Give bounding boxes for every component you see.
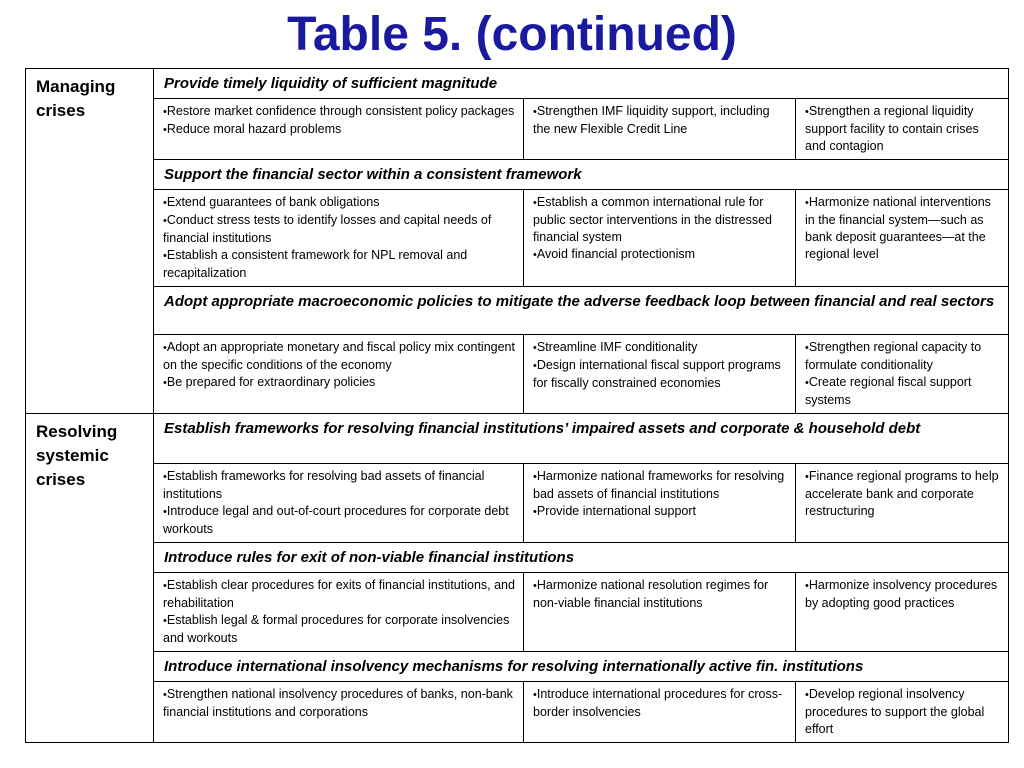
policy-table	[25, 68, 1009, 743]
international-measures-cell	[524, 190, 796, 287]
table-row	[26, 190, 1009, 287]
bullet-icon: •	[533, 471, 537, 483]
bullet-text: Finance regional programs to help accelerate bank and corporate restructuring	[805, 469, 999, 518]
table-row	[26, 682, 1009, 743]
bullet-text: Establish frameworks for resolving bad assets of financial institutions	[163, 469, 485, 501]
national-measures-cell	[154, 335, 524, 414]
bullet-text: Design international fiscal support programs for fiscally constrained economies	[533, 358, 781, 390]
national-measures-cell	[154, 99, 524, 160]
category-label: Resolving systemic crises	[26, 414, 154, 743]
bullet-item	[163, 103, 515, 121]
bullet-item	[805, 374, 1000, 409]
bullet-icon: •	[163, 506, 167, 518]
table-row	[26, 464, 1009, 543]
bullet-text: Be prepared for extraordinary policies	[166, 375, 376, 389]
bullet-item	[533, 468, 787, 503]
bullet-text: Harmonize insolvency procedures by adopting good practices	[805, 578, 998, 610]
table-row	[26, 99, 1009, 160]
objective-heading: Establish frameworks for resolving financial institutions’ impaired assets and corporate & household debt	[154, 414, 1009, 464]
bullet-icon: •	[163, 106, 167, 118]
bullet-item	[533, 194, 787, 246]
bullet-item	[163, 503, 515, 538]
bullet-icon: •	[163, 215, 167, 227]
bullet-icon: •	[805, 342, 809, 354]
bullet-text: Develop regional insolvency procedures to support the global effort	[805, 687, 985, 736]
bullet-item	[533, 357, 787, 392]
bullet-text: Reduce moral hazard problems	[166, 122, 342, 136]
bullet-item	[533, 577, 787, 612]
bullet-text: Strengthen a regional liquidity support facility to contain crises and contagion	[805, 104, 979, 153]
international-measures-cell	[524, 464, 796, 543]
bullet-item	[163, 247, 515, 282]
bullet-icon: •	[163, 471, 167, 483]
bullet-item	[533, 503, 787, 521]
bullet-icon: •	[163, 689, 167, 701]
objective-heading: Introduce international insolvency mechanisms for resolving internationally active fin. institutions	[154, 652, 1009, 682]
regional-measures-cell	[796, 190, 1009, 287]
bullet-icon: •	[805, 580, 809, 592]
bullet-item	[533, 103, 787, 138]
international-measures-cell	[524, 682, 796, 743]
international-measures-cell	[524, 335, 796, 414]
bullet-icon: •	[533, 360, 537, 372]
bullet-item	[163, 468, 515, 503]
bullet-icon: •	[533, 580, 537, 592]
national-measures-cell	[154, 190, 524, 287]
bullet-item	[163, 686, 515, 721]
regional-measures-cell	[796, 573, 1009, 652]
table-row	[26, 652, 1009, 682]
category-label: Managing crises	[26, 69, 154, 414]
bullet-item	[805, 577, 1000, 612]
bullet-text: Restore market confidence through consistent policy packages	[166, 104, 515, 118]
bullet-icon: •	[163, 615, 167, 627]
bullet-text: Strengthen IMF liquidity support, including the new Flexible Credit Line	[533, 104, 770, 136]
bullet-text: Harmonize national interventions in the financial system—such as bank deposit guarantees—at the regional level	[805, 195, 991, 261]
objective-heading: Provide timely liquidity of sufficient magnitude	[154, 69, 1009, 99]
bullet-icon: •	[163, 580, 167, 592]
national-measures-cell	[154, 464, 524, 543]
bullet-icon: •	[163, 377, 167, 389]
bullet-item	[163, 339, 515, 374]
regional-measures-cell	[796, 682, 1009, 743]
bullet-item	[533, 339, 787, 357]
table-row	[26, 335, 1009, 414]
bullet-icon: •	[805, 106, 809, 118]
bullet-item	[805, 686, 1000, 738]
bullet-item	[163, 612, 515, 647]
policy-table-body	[26, 69, 1009, 743]
regional-measures-cell	[796, 99, 1009, 160]
table-row	[26, 573, 1009, 652]
bullet-text: Introduce legal and out-of-court procedures for corporate debt workouts	[163, 504, 509, 536]
bullet-text: Avoid financial protectionism	[536, 247, 696, 261]
bullet-icon: •	[163, 342, 167, 354]
bullet-text: Introduce international procedures for cross-border insolvencies	[533, 687, 783, 719]
bullet-item	[805, 103, 1000, 155]
bullet-icon: •	[805, 689, 809, 701]
bullet-icon: •	[533, 197, 537, 209]
bullet-icon: •	[805, 377, 809, 389]
bullet-item	[533, 246, 787, 264]
regional-measures-cell	[796, 335, 1009, 414]
regional-measures-cell	[796, 464, 1009, 543]
bullet-icon: •	[533, 342, 537, 354]
international-measures-cell	[524, 573, 796, 652]
bullet-text: Adopt an appropriate monetary and fiscal policy mix contingent on the specific conditions of the economy	[163, 340, 515, 372]
bullet-text: Extend guarantees of bank obligations	[166, 195, 380, 209]
bullet-text: Streamline IMF conditionality	[536, 340, 698, 354]
bullet-text: Harmonize national frameworks for resolving bad assets of financial institutions	[533, 469, 785, 501]
bullet-text: Provide international support	[536, 504, 696, 518]
table-row	[26, 414, 1009, 464]
bullet-icon: •	[533, 506, 537, 518]
table-row	[26, 69, 1009, 99]
objective-heading: Introduce rules for exit of non-viable financial institutions	[154, 543, 1009, 573]
international-measures-cell	[524, 99, 796, 160]
bullet-text: Conduct stress tests to identify losses and capital needs of financial institutions	[163, 213, 492, 245]
national-measures-cell	[154, 682, 524, 743]
bullet-item	[163, 374, 515, 392]
bullet-text: Strengthen regional capacity to formulate conditionality	[805, 340, 982, 372]
table-row	[26, 160, 1009, 190]
bullet-text: Establish clear procedures for exits of financial institutions, and rehabilitation	[163, 578, 515, 610]
bullet-icon: •	[163, 197, 167, 209]
bullet-text: Harmonize national resolution regimes for non-viable financial institutions	[533, 578, 769, 610]
bullet-icon: •	[163, 124, 167, 136]
table-row	[26, 543, 1009, 573]
bullet-item	[163, 121, 515, 139]
objective-heading: Support the financial sector within a consistent framework	[154, 160, 1009, 190]
bullet-item	[533, 686, 787, 721]
bullet-item	[805, 194, 1000, 263]
bullet-text: Establish a common international rule for public sector interventions in the distressed financial system	[533, 195, 773, 244]
bullet-item	[805, 339, 1000, 374]
bullet-icon: •	[163, 250, 167, 262]
bullet-text: Strengthen national insolvency procedures of banks, non-bank financial institutions and corporations	[163, 687, 513, 719]
bullet-item	[163, 212, 515, 247]
bullet-item	[163, 577, 515, 612]
bullet-icon: •	[533, 249, 537, 261]
national-measures-cell	[154, 573, 524, 652]
table-row	[26, 287, 1009, 335]
bullet-text: Establish legal & formal procedures for corporate insolvencies and workouts	[163, 613, 510, 645]
bullet-text: Create regional fiscal support systems	[805, 375, 972, 407]
bullet-icon: •	[533, 106, 537, 118]
bullet-text: Establish a consistent framework for NPL removal and recapitalization	[163, 248, 468, 280]
bullet-item	[163, 194, 515, 212]
page-title: Table 5. (continued)	[287, 8, 737, 61]
bullet-icon: •	[533, 689, 537, 701]
bullet-item	[805, 468, 1000, 520]
bullet-icon: •	[805, 197, 809, 209]
objective-heading: Adopt appropriate macroeconomic policies to mitigate the adverse feedback loop between financial and real sectors	[154, 287, 1009, 335]
bullet-icon: •	[805, 471, 809, 483]
